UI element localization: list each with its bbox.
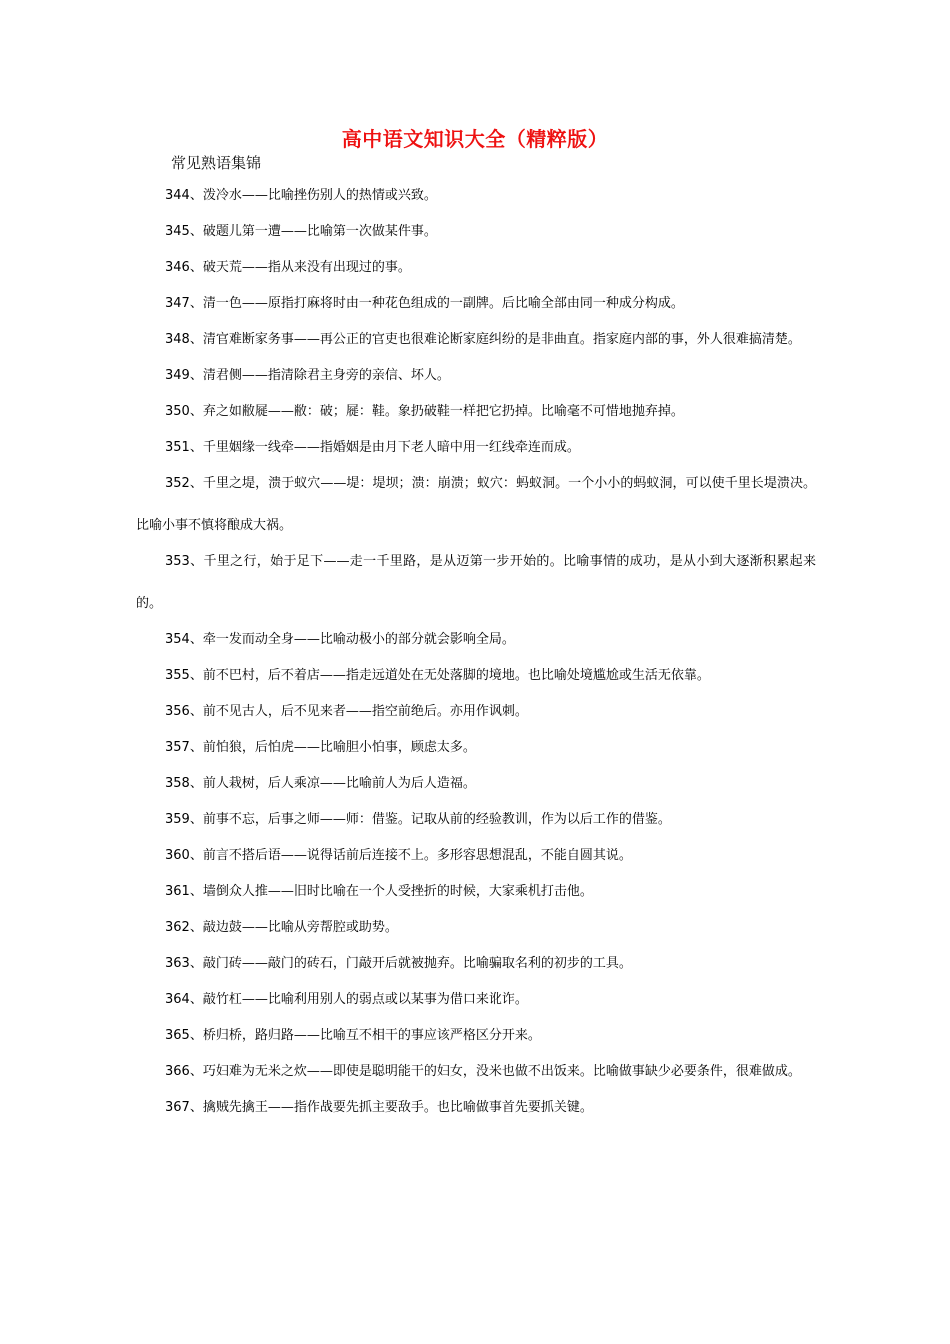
list-item (136, 739, 816, 757)
entry-number: 353 (165, 554, 190, 569)
list-item (136, 955, 816, 973)
entry-text: 、敲门砖——敲门的砖石，门敲开后就被抛弃。比喻骗取名利的初步的工具。 (189, 956, 632, 971)
list-item (136, 1027, 816, 1045)
entry-text: 、破天荒——指从来没有出现过的事。 (189, 260, 411, 275)
entry-number: 360 (165, 848, 190, 863)
list-item (136, 1051, 816, 1093)
entry-number: 349 (165, 368, 190, 383)
entry-text: 、巧妇难为无米之炊——即使是聪明能干的妇女，没米也做不出饭来。比喻做事缺少必要条件，很难做成。 (189, 1064, 801, 1079)
entry-text: 、敲边鼓——比喻从旁帮腔或助势。 (189, 920, 398, 935)
entry-text: 、清官难断家务事——再公正的官吏也很难论断家庭纠纷的是非曲直。指家庭内部的事，外人很难搞清楚。 (189, 332, 801, 347)
list-item (136, 775, 816, 793)
entry-text: 、清一色——原指打麻将时由一种花色组成的一副牌。后比喻全部由同一种成分构成。 (189, 296, 684, 311)
entry-text: 、前不见古人，后不见来者——指空前绝后。亦用作讽刺。 (189, 704, 528, 719)
list-item (136, 295, 816, 313)
entry-text: 、泼冷水——比喻挫伤别人的热情或兴致。 (189, 188, 437, 203)
entry-text: 、千里之堤，溃于蚁穴——堤：堤坝；溃：崩溃；蚁穴：蚂蚁洞。一个小小的蚂蚁洞，可以使千里长堤溃决。比喻小事不慎将酿成大祸。 (136, 476, 816, 533)
entry-number: 362 (165, 920, 190, 935)
entry-text: 、擒贼先擒王——指作战要先抓主要敌手。也比喻做事首先要抓关键。 (189, 1100, 593, 1115)
idiom-list (136, 187, 816, 1135)
entry-text: 、前言不搭后语——说得话前后连接不上。多形容思想混乱，不能自圆其说。 (189, 848, 632, 863)
list-item (136, 403, 816, 421)
list-item (136, 667, 816, 685)
list-item (136, 991, 816, 1009)
entry-text: 、破题儿第一遭——比喻第一次做某件事。 (189, 224, 437, 239)
list-item (136, 919, 816, 937)
entry-number: 350 (165, 404, 190, 419)
entry-number: 351 (165, 440, 190, 455)
entry-number: 348 (165, 332, 190, 347)
entry-text: 、前不巴村，后不着店——指走远道处在无处落脚的境地。也比喻处境尴尬或生活无依靠。 (189, 668, 710, 683)
list-item (136, 367, 816, 385)
list-item (136, 631, 816, 649)
list-item (136, 223, 816, 241)
entry-number: 364 (165, 992, 190, 1007)
entry-number: 354 (165, 632, 190, 647)
list-item (136, 439, 816, 457)
page-title: 高中语文知识大全（精粹版） (341, 127, 609, 151)
entry-number: 346 (165, 260, 190, 275)
entry-text: 、墙倒众人推——旧时比喻在一个人受挫折的时候，大家乘机打击他。 (189, 884, 593, 899)
list-item (136, 187, 816, 205)
entry-number: 344 (165, 188, 190, 203)
entry-number: 358 (165, 776, 190, 791)
list-item (136, 463, 816, 547)
list-item (136, 1099, 816, 1117)
entry-number: 366 (165, 1064, 190, 1079)
entry-number: 347 (165, 296, 190, 311)
entry-text: 、前人栽树，后人乘凉——比喻前人为后人造福。 (189, 776, 476, 791)
list-item (136, 541, 816, 625)
entry-number: 356 (165, 704, 190, 719)
entry-number: 363 (165, 956, 190, 971)
entry-number: 352 (165, 476, 190, 491)
entry-text: 、敲竹杠——比喻利用别人的弱点或以某事为借口来讹诈。 (189, 992, 528, 1007)
list-item (136, 847, 816, 865)
list-item (136, 319, 816, 361)
entry-text: 、千里姻缘一线牵——指婚姻是由月下老人暗中用一红线牵连而成。 (189, 440, 580, 455)
entry-text: 、清君侧——指清除君主身旁的亲信、坏人。 (189, 368, 450, 383)
section-subtitle: 常见熟语集锦 (171, 154, 262, 172)
list-item (136, 259, 816, 277)
entry-text: 、桥归桥，路归路——比喻互不相干的事应该严格区分开来。 (189, 1028, 541, 1043)
entry-number: 359 (165, 812, 190, 827)
entry-text: 、千里之行，始于足下——走一千里路，是从迈第一步开始的。比喻事情的成功，是从小到大逐渐积累起来的。 (136, 554, 816, 611)
entry-number: 357 (165, 740, 190, 755)
entry-number: 355 (165, 668, 190, 683)
entry-number: 361 (165, 884, 190, 899)
entry-number: 367 (165, 1100, 190, 1115)
entry-number: 345 (165, 224, 190, 239)
entry-text: 、前怕狼，后怕虎——比喻胆小怕事，顾虑太多。 (189, 740, 476, 755)
list-item (136, 811, 816, 829)
entry-text: 、牵一发而动全身——比喻动极小的部分就会影响全局。 (189, 632, 515, 647)
list-item (136, 883, 816, 901)
list-item (136, 703, 816, 721)
entry-text: 、前事不忘，后事之师——师：借鉴。记取从前的经验教训，作为以后工作的借鉴。 (189, 812, 671, 827)
entry-text: 、弃之如敝屣——敝：破；屣：鞋。象扔破鞋一样把它扔掉。比喻毫不可惜地抛弃掉。 (189, 404, 684, 419)
entry-number: 365 (165, 1028, 190, 1043)
